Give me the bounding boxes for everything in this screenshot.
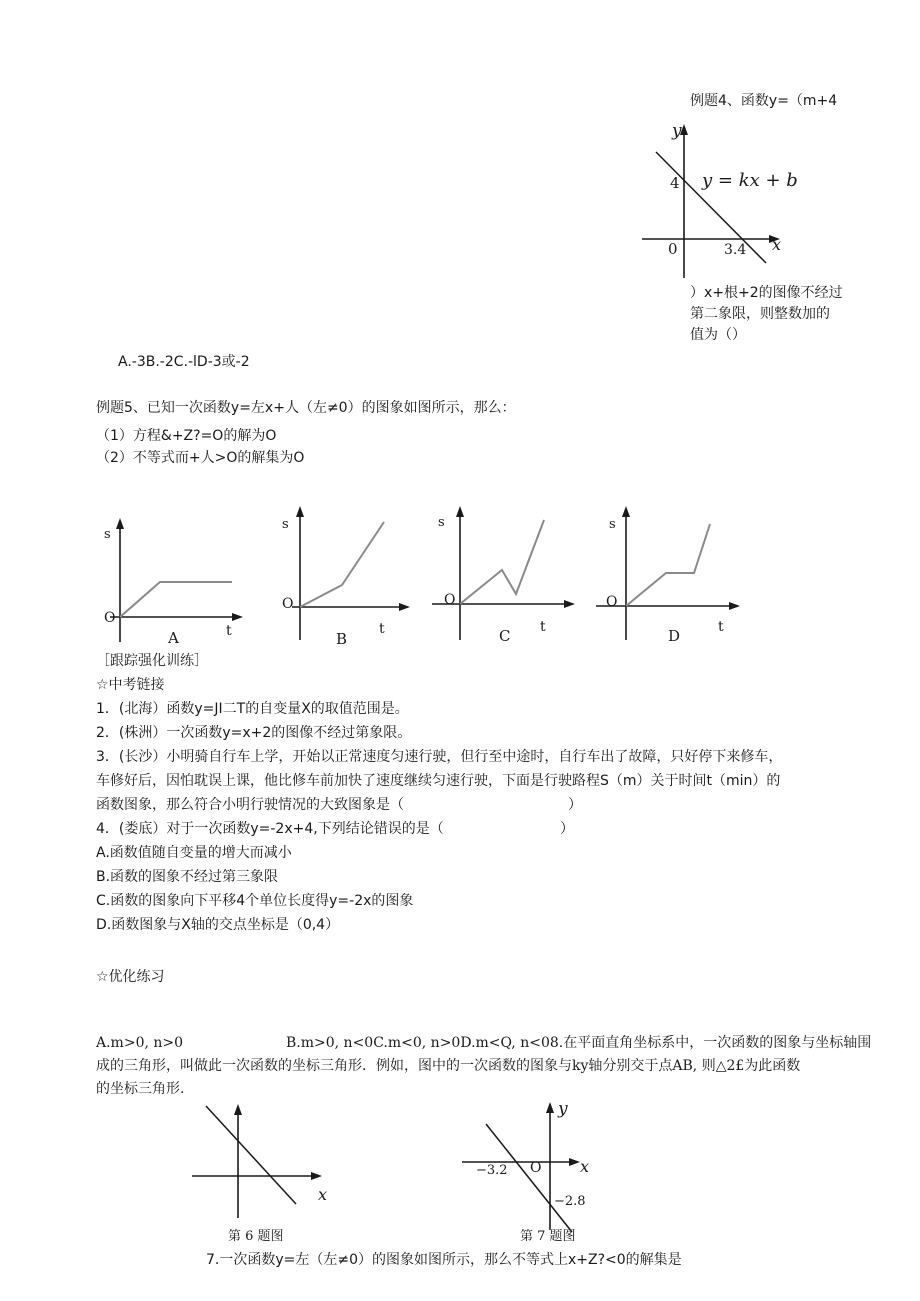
y-intercept-label: −2.8 [554, 1194, 586, 1209]
follow-q3-line3: 函数图象，那么符合小明行驶情况的大致图象是（ [96, 797, 404, 813]
q7-text: 7.一次函数y=左（左≠0）的图象如图所示，那么不等式上x+Z?<0的解集是 [206, 1252, 682, 1268]
follow-q4: 4．(娄底）对于一次函数y=-2x+4,下列结论错误的是（ [96, 821, 444, 837]
t-label: t [226, 623, 232, 639]
optimize-line2: 成的三角形，叫做此一次函数的坐标三角形．例如，图中的一次函数的图象与ky轴分别交于点AB, 则△2£为此函数 [96, 1058, 801, 1074]
fig6-caption: 第 6 题图 [228, 1229, 284, 1244]
s-label: s [104, 527, 111, 542]
follow-subheading: ☆中考链接 [96, 677, 165, 693]
o-label: O [606, 594, 618, 610]
follow-q4-a: A.函数值随自变量的增大而减小 [96, 845, 292, 861]
origin-label: O [530, 1160, 542, 1176]
st-line-d [626, 524, 710, 606]
fig7-graph [462, 1096, 622, 1236]
optimize-line3: 的坐标三角形. [96, 1081, 185, 1097]
example4-line1: 例题4、函数y=（m+4 [690, 93, 838, 109]
origin-label: 0 [668, 240, 678, 258]
example5-q1: （1）方程&+Z?=O的解为O [96, 428, 277, 444]
st-graph-a [100, 510, 260, 650]
st-graph-d [600, 500, 750, 650]
x-axis-arrow-icon [569, 1158, 580, 1166]
t-label: t [540, 619, 546, 635]
y-axis-arrow-icon [234, 1104, 242, 1115]
follow-q4-c: C.函数的图象向下平移4个单位长度得y=-2x的图象 [96, 893, 414, 909]
t-label: t [379, 621, 385, 637]
follow-q4-b: B.函数的图象不经过第三象限 [96, 869, 279, 885]
graph-label-c: C [499, 627, 511, 645]
graph-label-b: B [336, 630, 348, 648]
x-intercept-label: −3.2 [476, 1163, 508, 1178]
follow-heading: ［跟踪强化训练］ [96, 653, 208, 669]
y-axis-arrow-icon [546, 1102, 554, 1113]
x-intercept-label: 3.4 [724, 242, 747, 258]
follow-q4-close: ） [560, 821, 574, 837]
function-line [206, 1106, 296, 1204]
follow-q2: 2．(株洲）一次函数y=x+2的图像不经过第象限。 [96, 725, 412, 741]
y-axis-label: y [558, 1099, 568, 1119]
example4-options: A.-3B.-2C.-lD-3或-2 [118, 354, 250, 370]
optimize-heading: ☆优化练习 [96, 969, 165, 985]
o-label: O [282, 596, 294, 612]
t-axis-arrow-icon [232, 613, 243, 621]
x-axis-label: x [580, 1157, 590, 1176]
st-graph-c [440, 500, 590, 650]
t-axis-arrow-icon [729, 602, 740, 610]
example4-line3: 第二象限，则整数加的 [690, 306, 830, 322]
x-axis-label: x [772, 235, 782, 254]
fig7-caption: 第 7 题图 [520, 1229, 576, 1244]
graph-label-d: D [668, 627, 681, 645]
s-label: s [609, 517, 616, 532]
example5-q2: （2）不等式而+人>O的解集为O [96, 450, 305, 466]
y-axis-label: y [672, 121, 682, 141]
s-axis-arrow-icon [622, 506, 630, 517]
graph-label-a: A [168, 629, 179, 647]
follow-q3-line2: 车修好后，因怕耽误上课，他比修车前加快了速度继续匀速行驶，下面是行驶路程S（m）关于时间t（min）的 [96, 773, 781, 789]
x-axis-arrow-icon [311, 1172, 322, 1180]
t-label: t [718, 619, 724, 635]
s-axis-arrow-icon [116, 518, 124, 529]
st-line-a [120, 582, 232, 617]
s-label: s [438, 515, 445, 530]
function-line [486, 1124, 572, 1232]
fig6-graph [192, 1100, 352, 1240]
o-label: O [444, 592, 456, 608]
x-axis-label: x [318, 1185, 328, 1204]
st-line-b [300, 522, 384, 607]
s-axis-arrow-icon [456, 506, 464, 517]
st-graph-b [280, 500, 430, 650]
optimize-option-a: A.m>0, n>0 [96, 1035, 184, 1051]
example4-graph [640, 118, 798, 283]
follow-q3-close: ） [568, 797, 582, 813]
equation-label: y = kx + b [702, 170, 798, 191]
s-axis-arrow-icon [296, 506, 304, 517]
example4-line2: ）x+根+2的图像不经过 [690, 285, 843, 301]
follow-q4-d: D.函数图象与X轴的交点坐标是（0,4） [96, 917, 340, 933]
y-intercept-label: 4 [670, 174, 680, 192]
example5-intro: 例题5、已知一次函数y=左x+人（左≠0）的图象如图所示，那么： [96, 400, 516, 416]
optimize-options-rest: B.m>0, n<0C.m<0, n>0D.m<Q, n<08.在平面直角坐标系中，一次函数的图象与坐标轴围 [286, 1035, 872, 1051]
t-axis-arrow-icon [399, 603, 410, 611]
st-line-c [460, 520, 544, 604]
example4-line4: 值为（） [690, 327, 746, 343]
t-axis-arrow-icon [564, 600, 575, 608]
s-label: s [282, 517, 289, 532]
o-label: O [104, 610, 116, 626]
follow-q3-line1: 3．(长沙）小明骑自行车上学，开始以正常速度匀速行驶，但行至中途时，自行车出了故障，只好停下来修车， [96, 749, 783, 765]
follow-q1: 1．(北海）函数y=JI二T的自变量X的取值范围是。 [96, 701, 409, 717]
